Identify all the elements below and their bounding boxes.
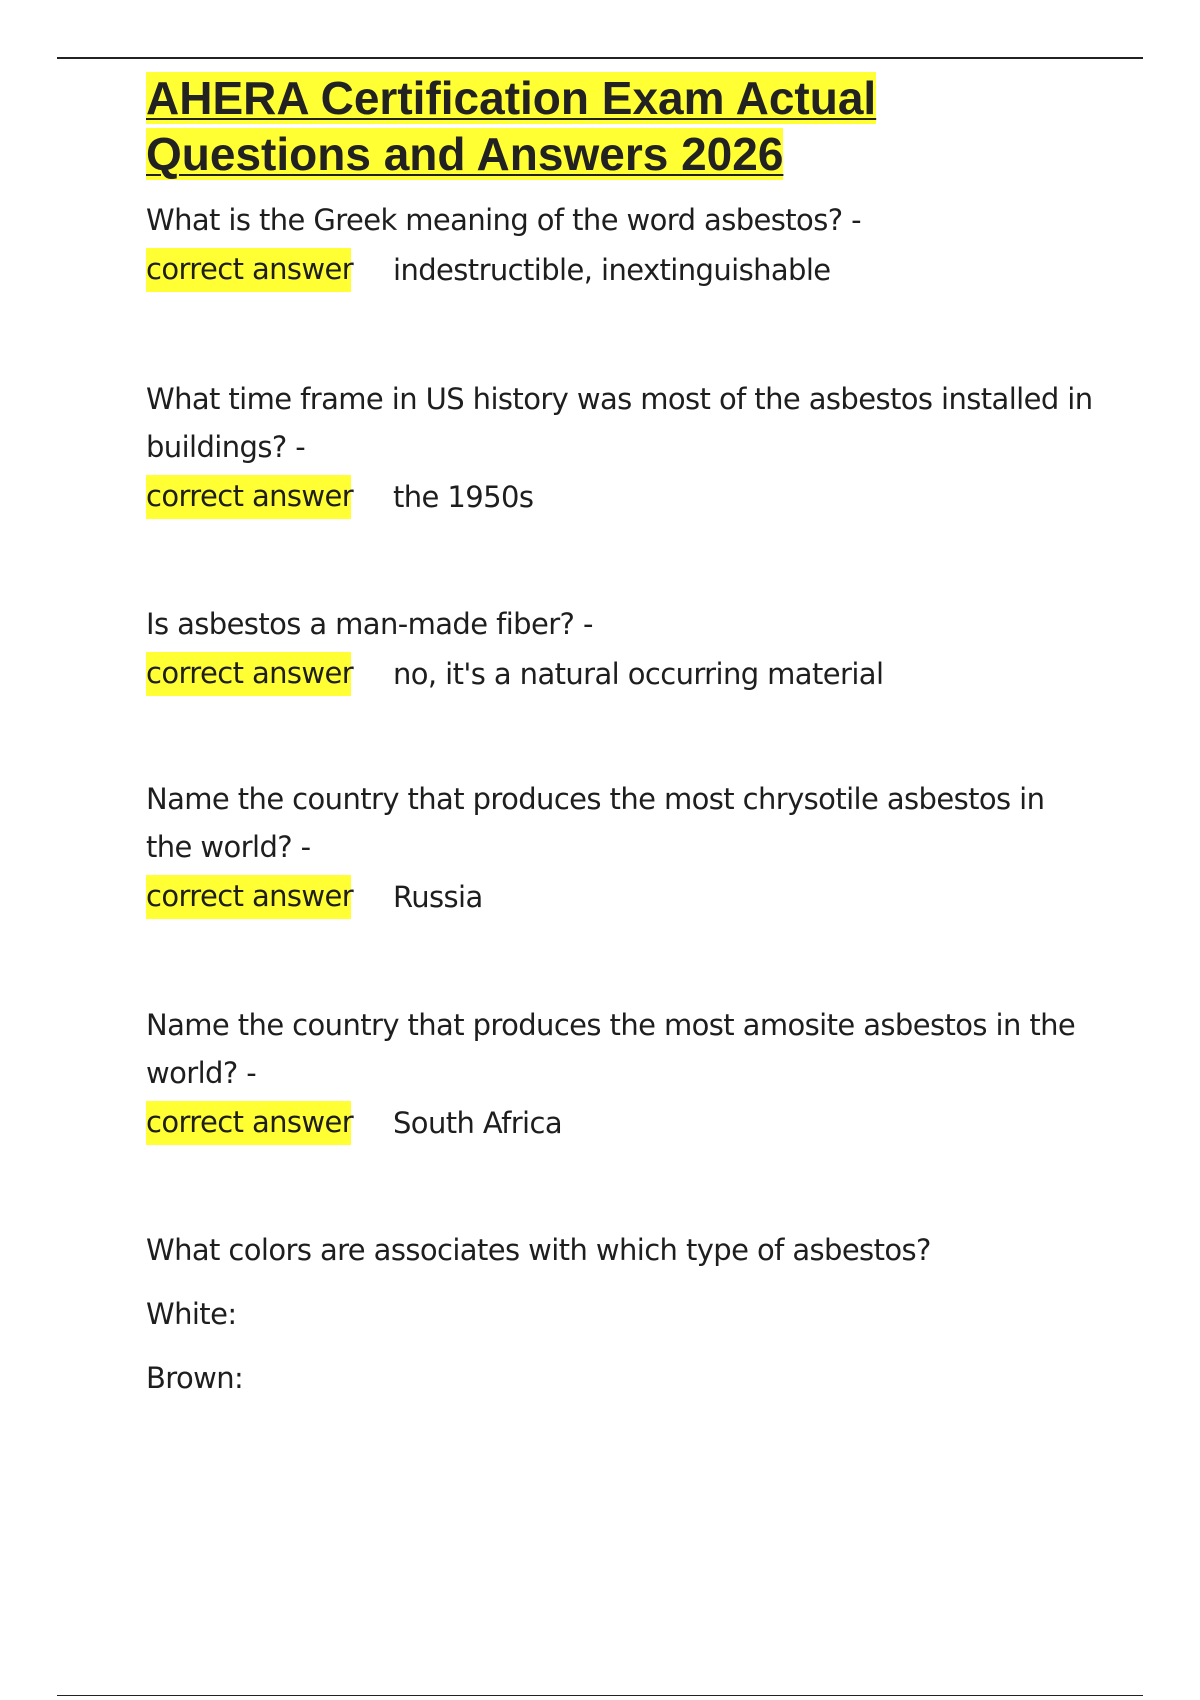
question-text: What time frame in US history was most of the asbestos installed in buildings? - <box>146 382 1093 464</box>
qa-item-1 <box>146 196 1096 296</box>
title-line-2: Questions and Answers 2026 <box>146 128 784 180</box>
correct-answer-label: correct answer <box>146 475 351 519</box>
top-rule <box>57 57 1143 59</box>
answer-text: no, it's a natural occurring material <box>393 657 884 691</box>
colors-question-block <box>146 1226 1096 1402</box>
question-text: What is the Greek meaning of the word asbestos? - <box>146 203 861 237</box>
color-item-brown: Brown: <box>146 1361 244 1395</box>
bottom-rule <box>57 1695 1143 1696</box>
color-item-white: White: <box>146 1297 237 1331</box>
qa-item-4 <box>146 775 1096 923</box>
question-text: Name the country that produces the most chrysotile asbestos in the world? - <box>146 782 1045 864</box>
page-title <box>146 70 1106 182</box>
correct-answer-label: correct answer <box>146 1101 351 1145</box>
answer-text: Russia <box>393 880 483 914</box>
title-line-1: AHERA Certification Exam Actual <box>146 72 877 124</box>
qa-item-5 <box>146 1001 1096 1149</box>
answer-text: indestructible, inextinguishable <box>393 253 831 287</box>
question-text: Name the country that produces the most amosite asbestos in the world? - <box>146 1008 1076 1090</box>
question-text: Is asbestos a man-made fiber? - <box>146 607 593 641</box>
question-text: What colors are associates with which type of asbestos? <box>146 1233 931 1267</box>
answer-text: South Africa <box>393 1106 563 1140</box>
correct-answer-label: correct answer <box>146 875 351 919</box>
correct-answer-label: correct answer <box>146 248 351 292</box>
qa-item-2 <box>146 375 1096 523</box>
qa-item-3 <box>146 600 1096 700</box>
answer-text: the 1950s <box>393 480 534 514</box>
correct-answer-label: correct answer <box>146 652 351 696</box>
